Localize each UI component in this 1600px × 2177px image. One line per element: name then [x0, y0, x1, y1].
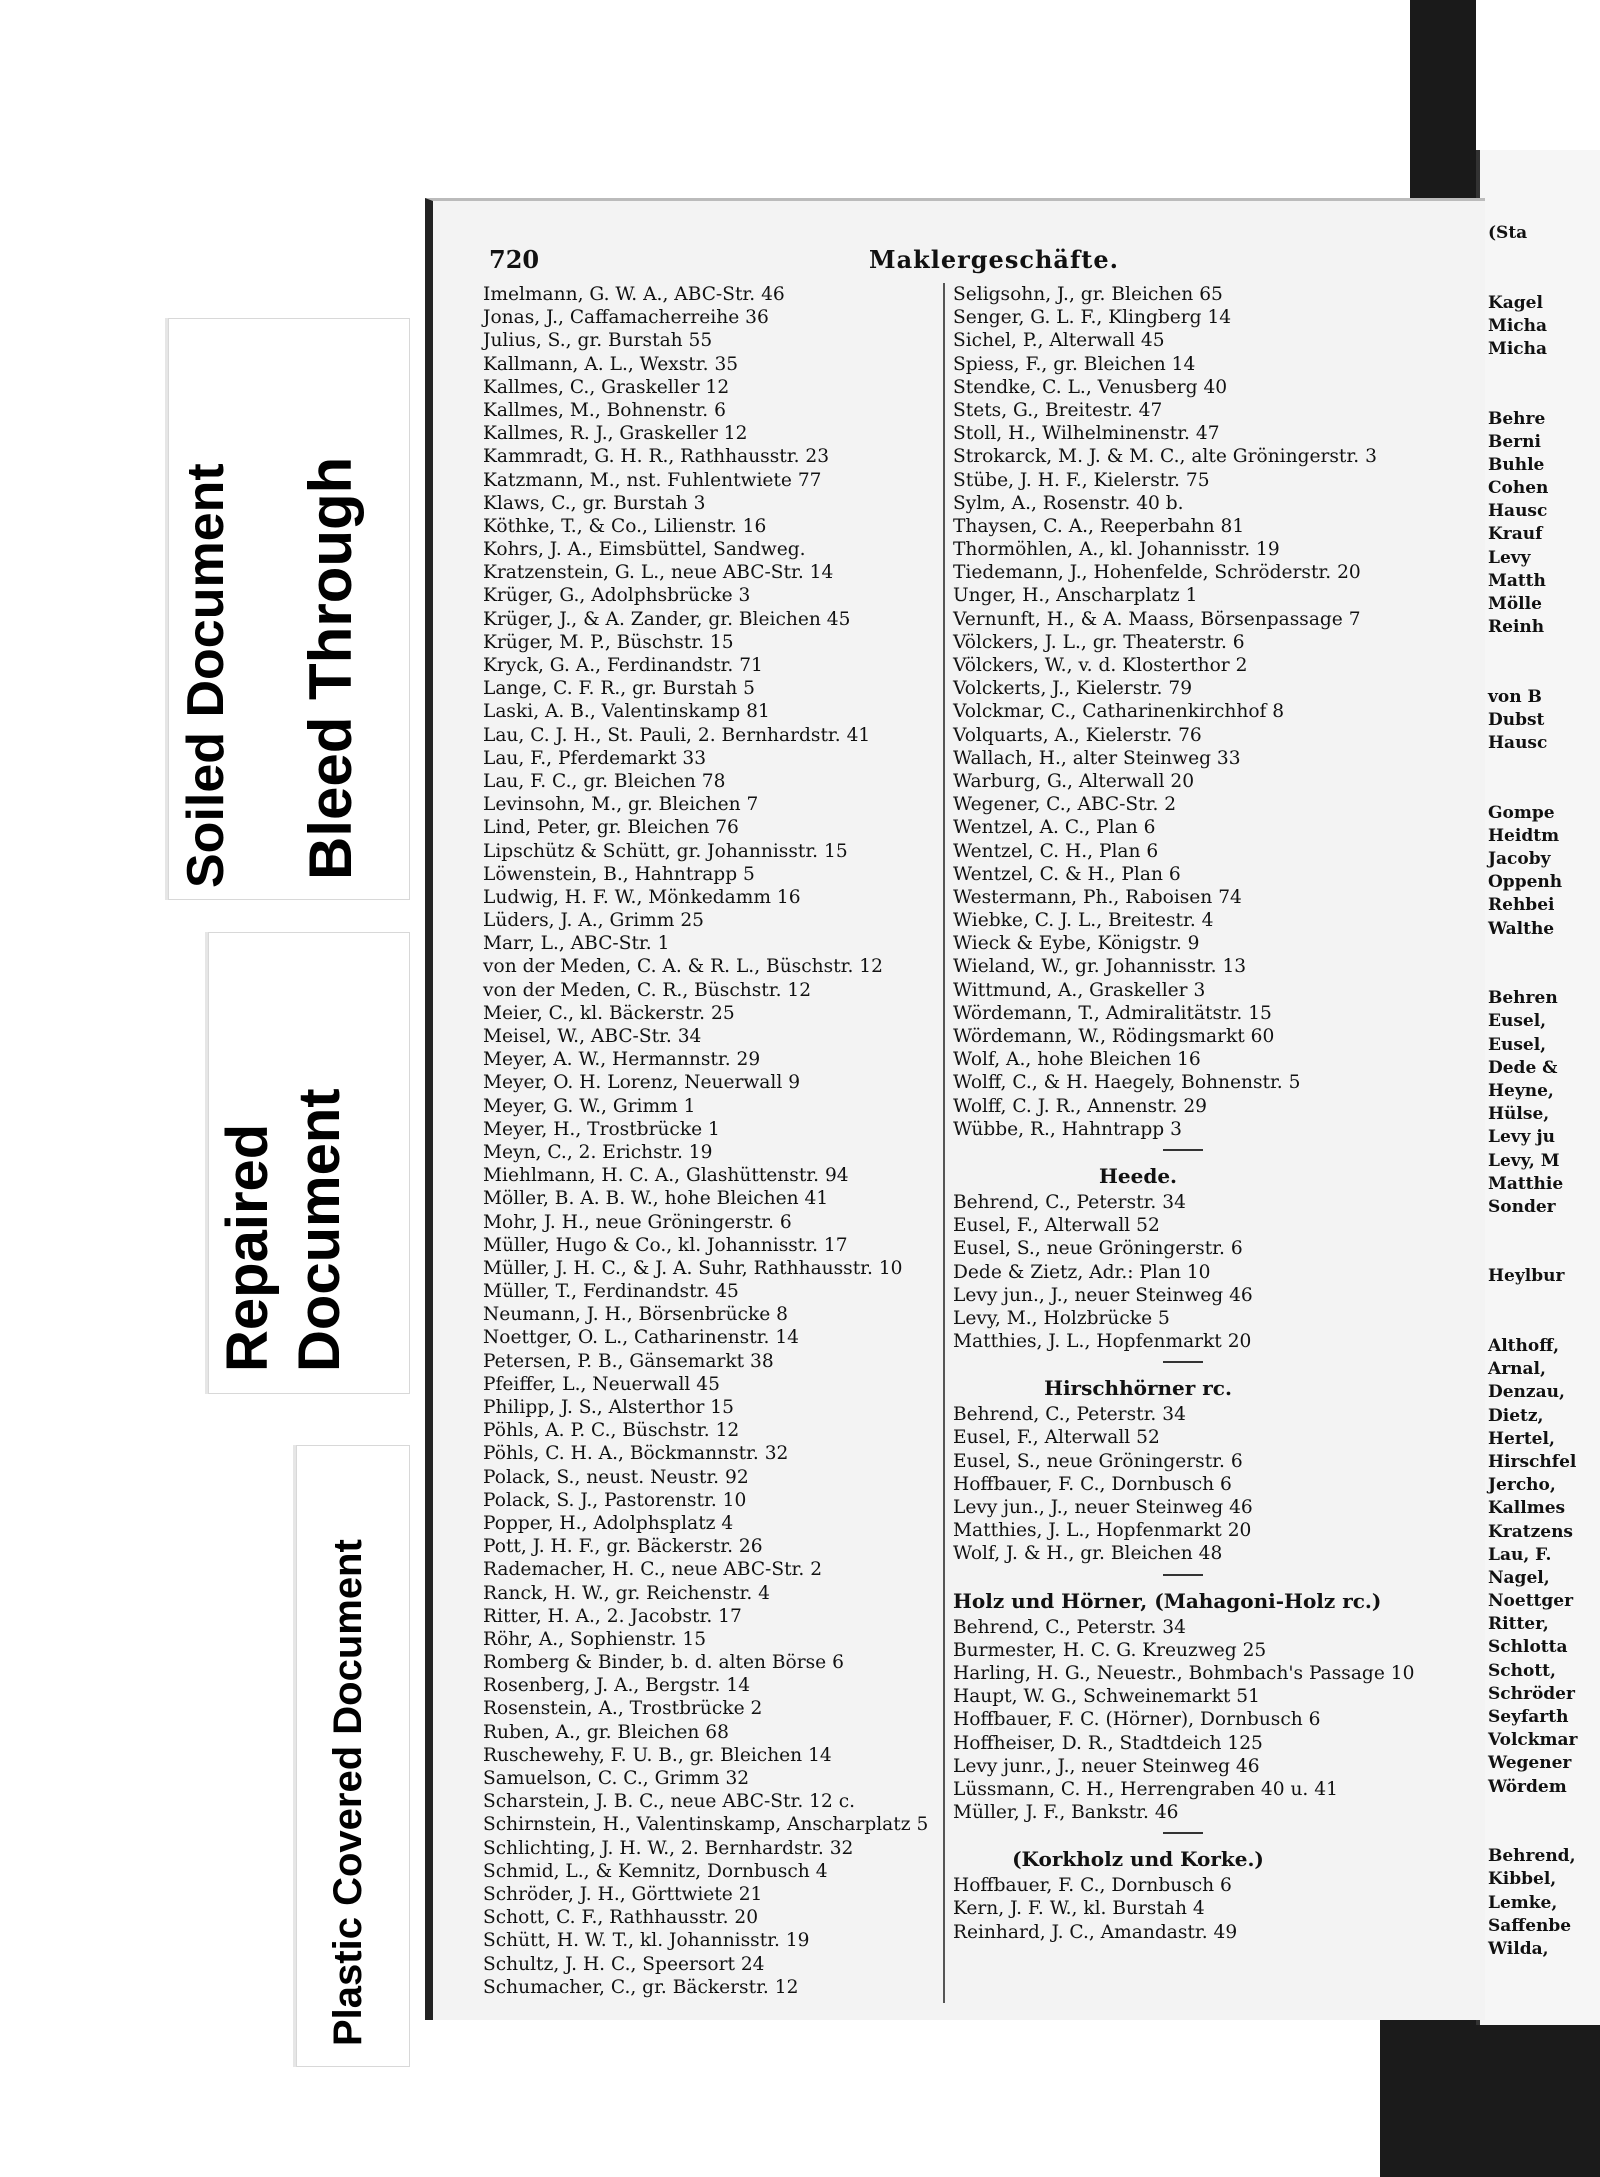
adjacent-page-edge: [1476, 150, 1600, 2025]
edge-fragment: Behren: [1488, 988, 1558, 1009]
directory-entry: Krüger, M. P., Büschstr. 15: [483, 631, 734, 653]
directory-entry: Wördemann, W., Rödingsmarkt 60: [953, 1026, 1275, 1047]
edge-fragment: Heyne,: [1488, 1080, 1554, 1101]
edge-fragment: Schröder: [1488, 1683, 1575, 1704]
directory-entry: Rosenberg, J. A., Bergstr. 14: [483, 1675, 751, 1697]
edge-fragment: Sonder: [1488, 1196, 1556, 1217]
edge-fragment: Matthie: [1488, 1173, 1564, 1194]
directory-entry: Stübe, J. H. F., Kielerstr. 75: [953, 469, 1210, 491]
edge-fragment: Denzau,: [1488, 1382, 1565, 1403]
edge-fragment: Jercho,: [1488, 1475, 1556, 1496]
directory-entry: Kammradt, G. H. R., Rathhausstr. 23: [483, 446, 830, 468]
directory-entry: Pott, J. H. F., gr. Bäckerstr. 26: [483, 1536, 763, 1558]
directory-entry: Hoffbauer, F. C. (Hörner), Dornbusch 6: [953, 1709, 1321, 1731]
directory-entry: Wübbe, R., Hahntrapp 3: [953, 1118, 1182, 1140]
directory-entry: Müller, J. F., Bankstr. 46: [953, 1802, 1179, 1824]
edge-fragment: [1488, 245, 1578, 268]
edge-fragment: Kratzens: [1488, 1521, 1573, 1542]
section-rule: [1163, 1149, 1203, 1151]
directory-entry: Pöhls, A. P. C., Büschstr. 12: [483, 1420, 740, 1442]
directory-entry: Scharstein, J. B. C., neue ABC-Str. 12 c.: [483, 1791, 856, 1813]
directory-entry: Wieck & Eybe, Königstr. 9: [953, 933, 1200, 955]
edge-fragment: [1488, 1219, 1578, 1242]
directory-entry: Eusel, F., Alterwall 52: [953, 1427, 1160, 1449]
directory-entry: Lüssmann, C. H., Herrengraben 40 u. 41: [953, 1778, 1338, 1800]
directory-entry: Kratzenstein, G. L., neue ABC-Str. 14: [483, 562, 834, 584]
directory-entry: Meisel, W., ABC-Str. 34: [483, 1026, 702, 1047]
edge-fragment: Behrend,: [1488, 1846, 1576, 1867]
directory-entry: von der Meden, C. R., Büschstr. 12: [483, 979, 812, 1001]
edge-fragment: Reinh: [1488, 617, 1545, 638]
directory-entry: Sichel, P., Alterwall 45: [953, 330, 1165, 352]
directory-entry: Wentzel, A. C., Plan 6: [953, 817, 1156, 839]
directory-entry: Strokarck, M. J. & M. C., alte Gröningerstr. 3: [953, 446, 1377, 468]
edge-fragment: (Sta: [1488, 223, 1528, 243]
directory-entry: Röhr, A., Sophienstr. 15: [483, 1628, 707, 1650]
directory-entry: Schmid, L., & Kemnitz, Dornbusch 4: [483, 1860, 828, 1882]
edge-fragment: [1488, 1312, 1578, 1335]
directory-entry: Schott, C. F., Rathhausstr. 20: [483, 1907, 759, 1929]
directory-entry: Wiebke, C. J. L., Breitestr. 4: [953, 910, 1214, 932]
directory-entry: Lind, Peter, gr. Bleichen 76: [483, 817, 739, 839]
directory-entry: Lüders, J. A., Grimm 25: [483, 910, 704, 932]
edge-fragment: Levy ju: [1488, 1127, 1555, 1148]
directory-entry: Wördemann, T., Admiralitätstr. 15: [953, 1002, 1272, 1024]
directory-entry: Lau, C. J. H., St. Pauli, 2. Bernhardstr. 41: [483, 724, 871, 746]
directory-entry: Meyer, H., Trostbrücke 1: [483, 1118, 720, 1140]
directory-entry: Polack, S. J., Pastorenstr. 10: [483, 1489, 747, 1511]
directory-entry: Kryck, G. A., Ferdinandstr. 71: [483, 655, 763, 676]
section-rule: [1163, 1574, 1203, 1576]
edge-fragment: Eusel,: [1488, 1034, 1547, 1055]
edge-fragment: Gompe: [1488, 802, 1555, 823]
directory-entry: Levy jun., J., neuer Steinweg 46: [953, 1284, 1253, 1306]
edge-fragment: Berni: [1488, 431, 1541, 452]
directory-entry: Schröder, J. H., Görttwiete 21: [483, 1883, 763, 1905]
directory-entry: Wittmund, A., Graskeller 3: [953, 979, 1206, 1001]
directory-entry: Eusel, F., Alterwall 52: [953, 1215, 1160, 1237]
right-column: [953, 283, 1473, 1944]
edge-fragment: [1488, 941, 1578, 964]
directory-entry: Samuelson, C. C., Grimm 32: [483, 1768, 750, 1789]
directory-entry: Levinsohn, M., gr. Bleichen 7: [483, 794, 759, 816]
directory-entry: Polack, S., neust. Neustr. 92: [483, 1466, 749, 1488]
directory-entry: Mohr, J. H., neue Gröningerstr. 6: [483, 1211, 792, 1233]
edge-fragment: Heylbur: [1488, 1266, 1565, 1287]
directory-entry: Laski, A. B., Valentinskamp 81: [483, 701, 770, 723]
directory-entry: Hoffbauer, F. C., Dornbusch 6: [953, 1875, 1232, 1897]
directory-entry: Löwenstein, B., Hahntrapp 5: [483, 863, 755, 885]
edge-fragment: Cohen: [1488, 478, 1549, 499]
directory-entry: Pfeiffer, L., Neuerwall 45: [483, 1373, 720, 1395]
directory-entry: Ruschewehy, F. U. B., gr. Bleichen 14: [483, 1744, 832, 1766]
edge-fragment: Rehbei: [1488, 895, 1555, 916]
edge-fragment: Hirschfel: [1488, 1451, 1577, 1472]
directory-entry: Reinhard, J. C., Amandastr. 49: [953, 1921, 1238, 1943]
edge-fragment: von B: [1488, 686, 1542, 707]
directory-entry: Krüger, G., Adolphsbrücke 3: [483, 585, 751, 607]
directory-entry: Kallmes, M., Bohnenstr. 6: [483, 399, 726, 421]
directory-entry: Meyer, A. W., Hermannstr. 29: [483, 1049, 761, 1071]
directory-entry: Völckers, J. L., gr. Theaterstr. 6: [953, 631, 1245, 653]
edge-fragment: Wördem: [1488, 1776, 1567, 1797]
edge-fragment: Nagel,: [1488, 1567, 1550, 1588]
directory-entry: Wieland, W., gr. Johannisstr. 13: [953, 956, 1247, 978]
edge-fragment: Lau, F.: [1488, 1544, 1552, 1565]
section-heading: Holz und Hörner, (Mahagoni-Holz rc.): [953, 1588, 1382, 1613]
label-plastic-covered-document: Plastic Covered Document: [326, 1539, 370, 2046]
directory-entry: Dede & Zietz, Adr.: Plan 10: [953, 1261, 1211, 1283]
edge-fragment: Kallmes: [1488, 1498, 1566, 1519]
directory-entry: Volckerts, J., Kielerstr. 79: [953, 678, 1193, 700]
edge-fragment: Matth: [1488, 570, 1546, 591]
directory-entry: Sylm, A., Rosenstr. 40 b.: [953, 492, 1184, 514]
edge-fragment: Hülse,: [1488, 1104, 1550, 1125]
directory-entry: Ranck, H. W., gr. Reichenstr. 4: [483, 1582, 771, 1604]
edge-fragment: Seyfarth: [1488, 1707, 1569, 1727]
edge-fragment: Kibbel,: [1488, 1869, 1557, 1890]
directory-entry: Jonas, J., Caffamacherreihe 36: [483, 307, 769, 329]
directory-entry: Wolff, C., & H. Haegely, Bohnenstr. 5: [953, 1072, 1301, 1094]
edge-fragment: Micha: [1488, 338, 1548, 359]
edge-fragment: Jacoby: [1488, 849, 1551, 870]
edge-fragment: Levy: [1488, 547, 1531, 568]
edge-fragment: [1488, 964, 1578, 987]
edge-fragment: Mölle: [1488, 594, 1542, 614]
page-number: 720: [489, 245, 540, 274]
section-heading: Hirschhörner rc.: [1044, 1376, 1232, 1401]
label-repaired-line2: Document: [287, 1088, 352, 1372]
directory-entry: Ritter, H. A., 2. Jacobstr. 17: [483, 1605, 742, 1627]
directory-entry: Behrend, C., Peterstr. 34: [953, 1191, 1186, 1213]
section-heading: (Korkholz und Korke.): [1012, 1847, 1264, 1872]
directory-entry: Levy junr., J., neuer Steinweg 46: [953, 1755, 1260, 1777]
directory-entry: Haupt, W. G., Schweinemarkt 51: [953, 1686, 1260, 1708]
edge-fragment: Levy, M: [1488, 1150, 1560, 1171]
page-header: [489, 245, 1445, 279]
directory-entry: Matthies, J. L., Hopfenmarkt 20: [953, 1331, 1252, 1353]
edge-fragment: Noettger: [1488, 1591, 1574, 1612]
directory-entry: Imelmann, G. W. A., ABC-Str. 46: [483, 284, 785, 305]
section-rule: [1163, 1361, 1203, 1363]
directory-entry: Eusel, S., neue Gröningerstr. 6: [953, 1238, 1243, 1260]
directory-entry: Wentzel, C. & H., Plan 6: [953, 863, 1181, 885]
directory-entry: Lau, F., Pferdemarkt 33: [483, 747, 707, 769]
directory-entry: Lange, C. F. R., gr. Burstah 5: [483, 678, 755, 700]
section-heading: Heede.: [1098, 1163, 1178, 1188]
directory-entry: Levy, M., Holzbrücke 5: [953, 1307, 1170, 1329]
directory-entry: Wolf, A., hohe Bleichen 16: [953, 1049, 1201, 1071]
directory-entry: Unger, H., Anscharplatz 1: [953, 585, 1198, 607]
directory-entry: Petersen, P. B., Gänsemarkt 38: [483, 1350, 774, 1372]
edge-fragment: Walthe: [1488, 918, 1555, 939]
directory-entry: Warburg, G., Alterwall 20: [953, 770, 1195, 792]
directory-entry: Volquarts, A., Kielerstr. 76: [953, 724, 1202, 746]
directory-entry: Stendke, C. L., Venusberg 40: [953, 376, 1228, 398]
edge-fragment: Volckmar: [1488, 1730, 1578, 1751]
directory-entry: Müller, J. H. C., & J. A. Suhr, Rathhausstr. 10: [483, 1257, 903, 1279]
edge-fragment: [1488, 1799, 1578, 1822]
directory-entry: Popper, H., Adolphsplatz 4: [483, 1512, 734, 1534]
directory-entry: von der Meden, C. A. & R. L., Büschstr. 12: [483, 956, 883, 978]
directory-entry: Schultz, J. H. C., Speersort 24: [483, 1953, 765, 1975]
directory-entry: Meyer, O. H. Lorenz, Neuerwall 9: [483, 1072, 801, 1094]
directory-entry: Stoll, H., Wilhelminenstr. 47: [953, 423, 1220, 445]
directory-entry: Wolff, C. J. R., Annenstr. 29: [953, 1095, 1208, 1117]
edge-fragment: Ritter,: [1488, 1614, 1549, 1635]
edge-fragment: Arnal,: [1488, 1359, 1546, 1380]
edge-fragment: Wilda,: [1488, 1938, 1549, 1959]
directory-entry: Ruben, A., gr. Bleichen 68: [483, 1721, 729, 1743]
edge-fragment: Dietz,: [1488, 1405, 1544, 1426]
directory-entry: Noettger, O. L., Catharinenstr. 14: [483, 1327, 800, 1349]
directory-entry: Vernunft, H., & A. Maass, Börsenpassage 7: [953, 608, 1361, 630]
directory-entry: Burmester, H. C. G. Kreuzweg 25: [953, 1639, 1267, 1661]
edge-fragment: [1488, 639, 1578, 662]
directory-entry: Spiess, F., gr. Bleichen 14: [953, 353, 1196, 375]
edge-fragment: Kagel: [1488, 292, 1543, 313]
section-rule: [1163, 1832, 1203, 1834]
directory-entry: Senger, G. L. F., Klingberg 14: [953, 307, 1232, 329]
directory-entry: Behrend, C., Peterstr. 34: [953, 1404, 1186, 1426]
directory-entry: Köthke, T., & Co., Lilienstr. 16: [483, 515, 767, 537]
directory-entry: Wegener, C., ABC-Str. 2: [953, 794, 1177, 816]
directory-entry: Kallmann, A. L., Wexstr. 35: [483, 353, 739, 375]
directory-entry: Behrend, C., Peterstr. 34: [953, 1616, 1186, 1638]
directory-entry: Kallmes, C., Graskeller 12: [483, 376, 730, 398]
directory-entry: Thaysen, C. A., Reeperbahn 81: [953, 515, 1245, 537]
edge-fragment: Krauf: [1488, 524, 1543, 545]
directory-entry: Volckmar, C., Catharinenkirchhof 8: [953, 701, 1285, 723]
directory-entry: Romberg & Binder, b. d. alten Börse 6: [483, 1652, 844, 1674]
directory-entry: Harling, H. G., Neuestr., Bohmbach's Passage 10: [953, 1662, 1415, 1684]
directory-entry: Katzmann, M., nst. Fuhlentwiete 77: [483, 469, 822, 491]
directory-entry: Kern, J. F. W., kl. Burstah 4: [953, 1898, 1205, 1920]
directory-entry: Julius, S., gr. Burstah 55: [483, 330, 713, 352]
directory-entry: Meyn, C., 2. Erichstr. 19: [483, 1141, 713, 1163]
edge-fragment: Dede &: [1488, 1057, 1558, 1078]
scanned-page: [425, 198, 1485, 2020]
directory-entry: Stets, G., Breitestr. 47: [953, 399, 1163, 421]
directory-entry: Levy jun., J., neuer Steinweg 46: [953, 1497, 1253, 1518]
binding-bottom-shadow: [1380, 2020, 1600, 2177]
edge-fragment: Hausc: [1488, 733, 1548, 754]
edge-fragment: [1488, 384, 1578, 407]
directory-entry: Lau, F. C., gr. Bleichen 78: [483, 770, 726, 792]
directory-entry: Rosenstein, A., Trostbrücke 2: [483, 1698, 763, 1720]
edge-fragment: Micha: [1488, 315, 1548, 336]
directory-entry: Wentzel, C. H., Plan 6: [953, 840, 1159, 862]
directory-entry: Schlichting, J. H. W., 2. Bernhardstr. 32: [483, 1837, 854, 1859]
label-repaired-line1: Repaired: [215, 1123, 280, 1372]
page-title: Maklergeschäfte.: [869, 245, 1119, 274]
label-soiled-document: Soiled Document: [177, 463, 235, 888]
directory-entry: Krüger, J., & A. Zander, gr. Bleichen 45: [483, 608, 851, 630]
edge-fragment: Schott,: [1488, 1660, 1556, 1681]
directory-entry: Meyer, G. W., Grimm 1: [483, 1095, 696, 1117]
edge-fragment: Lemke,: [1488, 1892, 1558, 1913]
directory-entry: Schumacher, C., gr. Bäckerstr. 12: [483, 1976, 799, 1998]
directory-entry: Thormöhlen, A., kl. Johannisstr. 19: [953, 539, 1280, 561]
directory-entry: Hoffbauer, F. C., Dornbusch 6: [953, 1473, 1232, 1495]
directory-entry: Schütt, H. W. T., kl. Johannisstr. 19: [483, 1930, 810, 1952]
edge-fragment: Heidtm: [1488, 825, 1560, 846]
directory-entry: Völckers, W., v. d. Klosterthor 2: [953, 655, 1248, 676]
directory-entry: Wolf, J. & H., gr. Bleichen 48: [953, 1543, 1223, 1565]
directory-entry: Rademacher, H. C., neue ABC-Str. 2: [483, 1559, 823, 1581]
directory-entry: Philipp, J. S., Alsterthor 15: [483, 1397, 734, 1418]
directory-entry: Meier, C., kl. Bäckerstr. 25: [483, 1002, 735, 1024]
edge-fragment: Oppenh: [1488, 872, 1563, 893]
directory-entry: Miehlmann, H. C. A., Glashüttenstr. 94: [483, 1165, 849, 1187]
directory-entry: Kallmes, R. J., Graskeller 12: [483, 423, 748, 445]
left-column: [483, 283, 929, 1999]
edge-fragment: [1488, 361, 1578, 384]
directory-entry: Ludwig, H. F. W., Mönkedamm 16: [483, 886, 801, 908]
edge-fragment: Schlotta: [1488, 1637, 1568, 1658]
edge-fragment: Hausc: [1488, 501, 1548, 522]
adjacent-page-text: [1488, 222, 1578, 1961]
edge-fragment: Behre: [1488, 408, 1546, 429]
directory-entry: Marr, L., ABC-Str. 1: [483, 933, 670, 955]
edge-fragment: [1488, 1822, 1578, 1845]
edge-fragment: [1488, 268, 1578, 291]
edge-fragment: Eusel,: [1488, 1011, 1547, 1032]
directory-entry: Matthies, J. L., Hopfenmarkt 20: [953, 1520, 1252, 1542]
directory-entry: Wallach, H., alter Steinweg 33: [953, 747, 1241, 769]
directory-entry: Klaws, C., gr. Burstah 3: [483, 492, 706, 514]
directory-entry: Tiedemann, J., Hohenfelde, Schröderstr. 20: [953, 562, 1361, 584]
edge-fragment: [1488, 779, 1578, 802]
directory-entry: Müller, Hugo & Co., kl. Johannisstr. 17: [483, 1234, 848, 1256]
directory-entry: Müller, T., Ferdinandstr. 45: [483, 1281, 739, 1303]
edge-fragment: [1488, 1289, 1578, 1312]
directory-entry: Hoffheiser, D. R., Stadtdeich 125: [953, 1732, 1263, 1754]
directory-entry: Seligsohn, J., gr. Bleichen 65: [953, 284, 1223, 305]
column-divider: [943, 283, 945, 2003]
directory-entry: Westermann, Ph., Raboisen 74: [953, 886, 1242, 908]
directory-entry: Neumann, J. H., Börsenbrücke 8: [483, 1304, 788, 1326]
directory-entry: Schirnstein, H., Valentinskamp, Anscharplatz 5: [483, 1814, 929, 1836]
edge-fragment: Buhle: [1488, 454, 1545, 475]
edge-fragment: Hertel,: [1488, 1428, 1555, 1449]
edge-fragment: Wegener: [1488, 1753, 1572, 1774]
edge-fragment: [1488, 755, 1578, 778]
edge-fragment: [1488, 663, 1578, 686]
edge-fragment: Althoff,: [1488, 1336, 1560, 1356]
label-repaired-document: [212, 1088, 356, 1372]
edge-fragment: Saffenbe: [1488, 1915, 1572, 1936]
directory-entry: Lipschütz & Schütt, gr. Johannisstr. 15: [483, 840, 848, 862]
directory-entry: Eusel, S., neue Gröningerstr. 6: [953, 1450, 1243, 1472]
edge-fragment: Dubst: [1488, 709, 1545, 730]
directory-entry: Kohrs, J. A., Eimsbüttel, Sandweg.: [483, 539, 806, 561]
edge-fragment: [1488, 1242, 1578, 1265]
label-bleed-through: Bleed Through: [297, 456, 364, 880]
directory-entry: Pöhls, C. H. A., Böckmannstr. 32: [483, 1443, 789, 1465]
directory-entry: Möller, B. A. B. W., hohe Bleichen 41: [483, 1188, 829, 1210]
